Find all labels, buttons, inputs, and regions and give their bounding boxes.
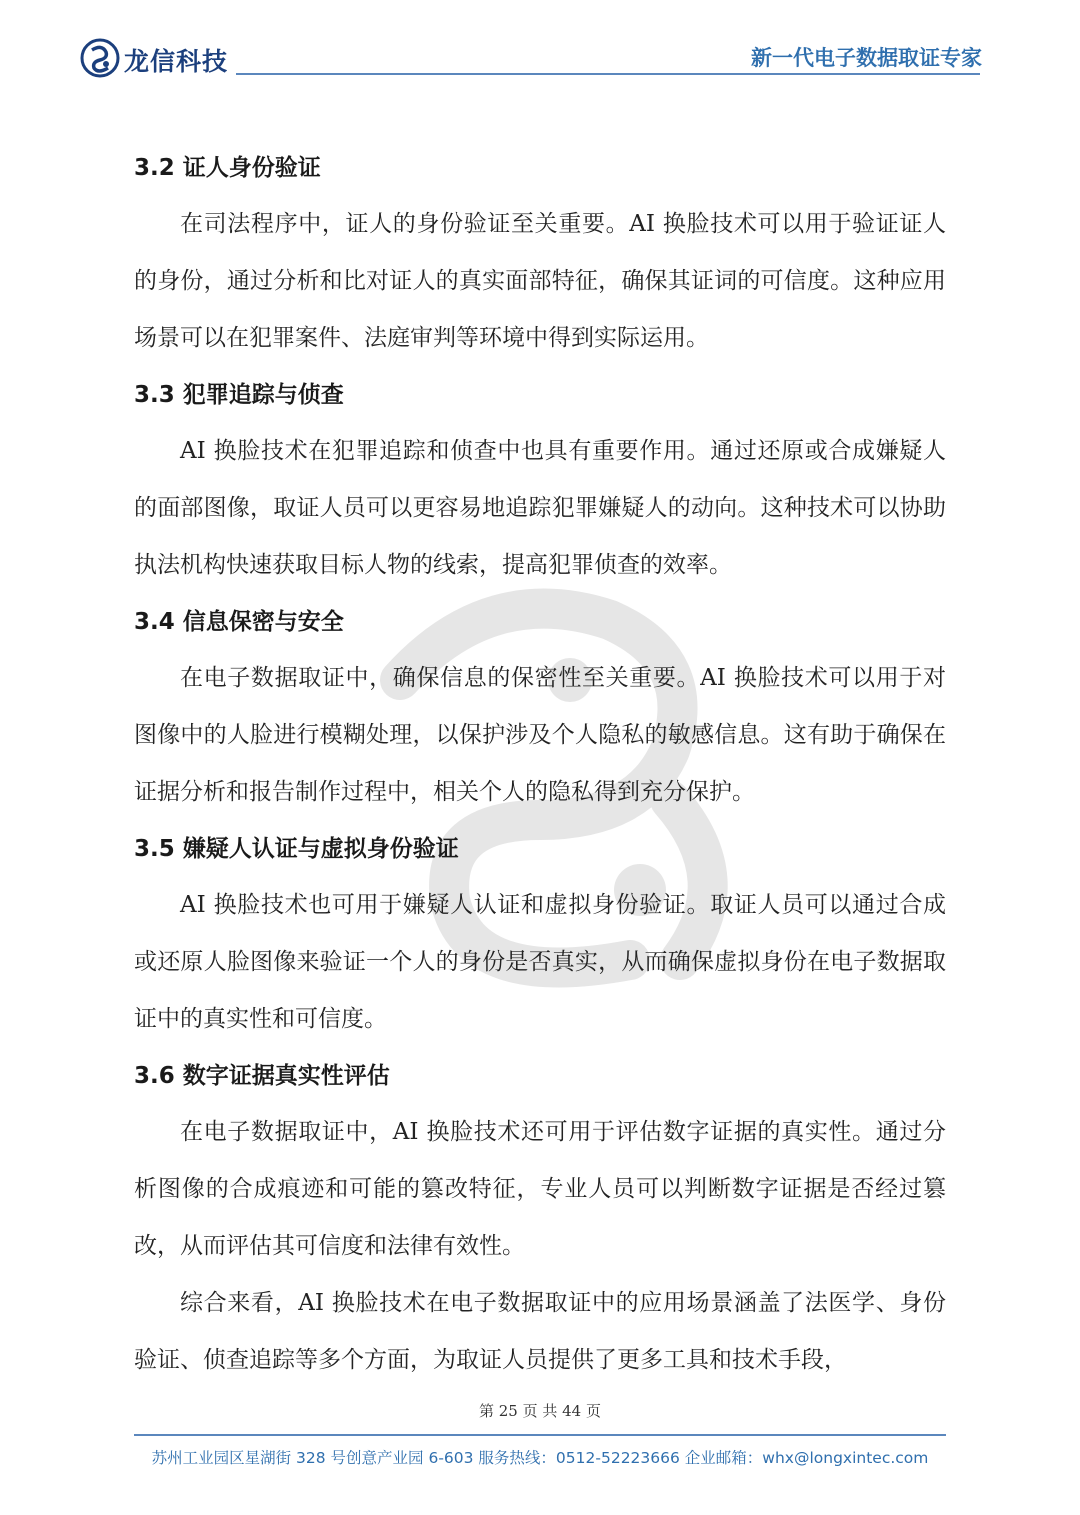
footer-contact: 苏州工业园区星湖街 328 号创意产业园 6-603 服务热线：0512-52223666 企业邮箱：whx@longxintec.com bbox=[151, 1449, 929, 1467]
page-number: 第 25 页 共 44 页 bbox=[478, 1402, 601, 1420]
footer-divider bbox=[134, 1434, 946, 1436]
company-logo-icon bbox=[80, 38, 120, 78]
header-tagline: 新一代电子数据取证专家 bbox=[751, 46, 982, 70]
company-logo-text: 龙信科技 bbox=[124, 47, 229, 76]
section-heading: 3.5 嫌疑人认证与虚拟身份验证 bbox=[134, 836, 459, 862]
section-heading: 3.4 信息保密与安全 bbox=[134, 609, 344, 635]
paragraph: AI 换脸技术在犯罪追踪和侦查中也具有重要作用。通过还原或合成嫌疑人的面部图像，取证人员可以更容易地追踪犯罪嫌疑人的动向。这种技术可以协助执法机构快速获取目标人物的线索，提高犯罪侦查的效率。 bbox=[134, 438, 946, 578]
section-heading: 3.3 犯罪追踪与侦查 bbox=[134, 382, 344, 408]
section-3-6 bbox=[134, 1048, 946, 1389]
page-header bbox=[0, 0, 1080, 90]
paragraph: AI 换脸技术也可用于嫌疑人认证和虚拟身份验证。取证人员可以通过合成或还原人脸图像来验证一个人的身份是否真实，从而确保虚拟身份在电子数据取证中的真实性和可信度。 bbox=[134, 892, 946, 1032]
section-3-2 bbox=[134, 140, 946, 367]
section-heading: 3.2 证人身份验证 bbox=[134, 155, 321, 181]
header-divider bbox=[236, 73, 980, 75]
document-body bbox=[134, 140, 946, 1389]
section-heading: 3.6 数字证据真实性评估 bbox=[134, 1063, 390, 1089]
summary-paragraph: 综合来看，AI 换脸技术在电子数据取证中的应用场景涵盖了法医学、身份验证、侦查追踪等多个方面，为取证人员提供了更多工具和技术手段， bbox=[134, 1290, 946, 1373]
section-3-5 bbox=[134, 821, 946, 1048]
paragraph: 在电子数据取证中，确保信息的保密性至关重要。AI 换脸技术可以用于对图像中的人脸进行模糊处理，以保护涉及个人隐私的敏感信息。这有助于确保在证据分析和报告制作过程中，相关个人的隐私得到充分保护。 bbox=[134, 665, 946, 805]
paragraph: 在电子数据取证中，AI 换脸技术还可用于评估数字证据的真实性。通过分析图像的合成痕迹和可能的篡改特征，专业人员可以判断数字证据是否经过篡改，从而评估其可信度和法律有效性。 bbox=[134, 1119, 946, 1259]
section-3-4 bbox=[134, 594, 946, 821]
section-3-3 bbox=[134, 367, 946, 594]
paragraph: 在司法程序中，证人的身份验证至关重要。AI 换脸技术可以用于验证证人的身份，通过分析和比对证人的真实面部特征，确保其证词的可信度。这种应用场景可以在犯罪案件、法庭审判等环境中得到实际运用。 bbox=[134, 211, 946, 351]
